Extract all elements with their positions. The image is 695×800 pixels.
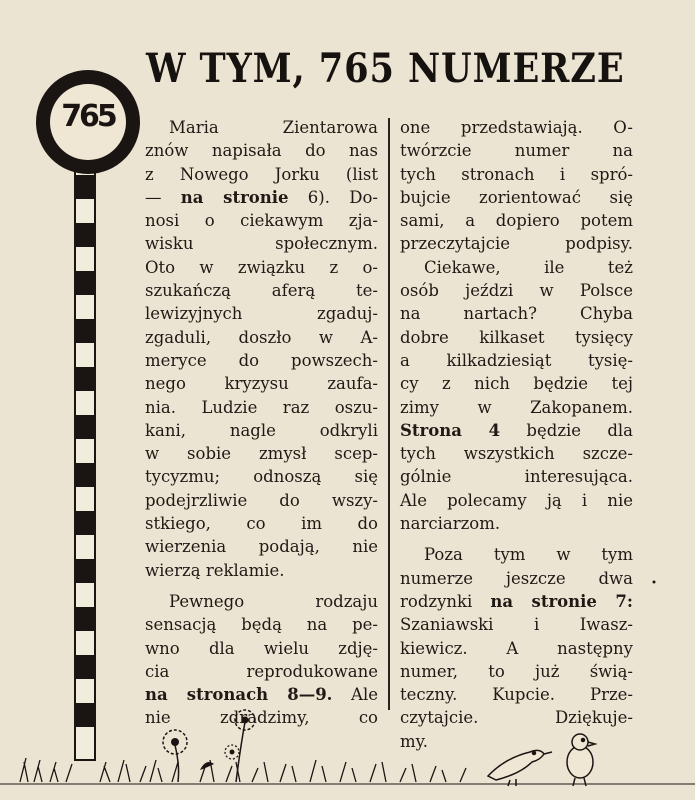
text-segment: rodzynki xyxy=(400,591,491,611)
text-line xyxy=(145,637,378,660)
text-line xyxy=(400,465,633,488)
text-line xyxy=(400,442,633,465)
text-segment: wisku społecznym. xyxy=(145,234,378,254)
text-segment: meryce do powszech- xyxy=(145,350,378,370)
text-segment: podejrzliwie do wszy- xyxy=(145,490,378,510)
column-divider xyxy=(388,118,390,710)
text-line xyxy=(400,116,633,139)
bold-text: na stronie xyxy=(180,187,289,207)
text-line xyxy=(400,349,633,372)
text-line xyxy=(145,559,378,582)
text-segment: przeczytajcie podpisy. xyxy=(400,234,633,254)
text-line xyxy=(145,660,378,683)
text-segment: czytajcie. Dziękuje- xyxy=(400,708,633,728)
text-segment: one przedstawiają. O- xyxy=(400,118,633,137)
text-segment: osób jeździ w Polsce xyxy=(400,281,633,301)
text-segment: gólnie interesująca. xyxy=(400,467,633,487)
text-segment: znów napisała do nas xyxy=(145,141,378,161)
text-segment: bujcie zorientować się xyxy=(400,187,633,207)
text-segment: Maria Zientarowa xyxy=(169,118,378,137)
text-segment: numer, to już świą- xyxy=(400,661,633,681)
text-segment: kani, nagle odkryli xyxy=(145,420,378,440)
text-segment: szukańczą aferą te- xyxy=(145,281,378,301)
text-segment: — xyxy=(145,187,181,207)
text-segment: tych stronach i spró- xyxy=(400,164,633,184)
text-line xyxy=(400,683,633,706)
text-line xyxy=(400,660,633,683)
page-title: W TYM, 765 NUMERZE xyxy=(146,45,625,92)
text-segment: kiewicz. A następny xyxy=(400,638,633,658)
text-segment: zimy w Zakopanem. xyxy=(400,397,633,417)
text-line xyxy=(145,465,378,488)
text-segment: Poza tym w tym xyxy=(424,545,633,565)
text-segment: stkiego, co im do xyxy=(145,514,378,534)
text-line xyxy=(400,302,633,325)
text-line xyxy=(400,613,633,636)
text-line xyxy=(145,186,378,209)
text-segment: na nartach? Chyba xyxy=(400,304,633,324)
text-line xyxy=(400,637,633,660)
text-line xyxy=(145,419,378,442)
text-segment: Ale xyxy=(332,685,378,705)
bold-text: na stronach 8—9. xyxy=(145,685,333,705)
text-line xyxy=(145,326,378,349)
text-segment: Ciekawe, ile też xyxy=(424,257,633,277)
text-line xyxy=(400,209,633,232)
text-segment: tych wszystkich szcze- xyxy=(400,444,633,464)
text-line xyxy=(400,232,633,255)
text-line xyxy=(400,590,633,613)
text-segment: nosi o ciekawym zja- xyxy=(145,211,378,231)
bird-icon xyxy=(488,750,552,786)
text-line xyxy=(145,163,378,186)
text-segment: lewizyjnych zgaduj- xyxy=(145,304,378,324)
text-segment: narciarzom. xyxy=(400,514,501,534)
text-line xyxy=(145,209,378,232)
text-segment: wierzenia podają, nie xyxy=(145,537,378,557)
text-segment: dobre kilkaset tysięcy xyxy=(400,327,633,347)
text-segment: zgaduli, doszło w A- xyxy=(145,327,378,347)
text-segment: Oto w związku z o- xyxy=(145,257,378,277)
text-line xyxy=(400,326,633,349)
text-line xyxy=(145,535,378,558)
text-line xyxy=(400,706,633,729)
text-segment: z Nowego Jorku (list xyxy=(145,164,378,184)
text-segment: wierzą reklamie. xyxy=(145,560,285,580)
text-line xyxy=(400,163,633,186)
text-segment: nie zdradzimy, co xyxy=(145,708,378,728)
text-segment: Szaniawski i Iwasz- xyxy=(400,615,633,635)
text-line xyxy=(145,279,378,302)
text-segment: Ale polecamy ją i nie xyxy=(400,490,633,510)
text-line xyxy=(145,372,378,395)
text-line xyxy=(145,349,378,372)
text-segment: tycyzmu; odnoszą się xyxy=(145,467,378,487)
text-line xyxy=(145,256,378,279)
text-segment: a kilkadziesiąt tysię- xyxy=(400,350,633,370)
text-line xyxy=(400,512,633,535)
text-column-left xyxy=(145,116,378,730)
text-column-right xyxy=(400,116,633,753)
text-line xyxy=(145,683,378,706)
text-line xyxy=(145,442,378,465)
text-segment: Pewnego rodzaju xyxy=(169,591,378,611)
text-segment: my. xyxy=(400,731,429,751)
text-line xyxy=(400,489,633,512)
text-line xyxy=(145,613,378,636)
text-line xyxy=(145,706,378,729)
text-line xyxy=(145,116,378,139)
text-line xyxy=(400,419,633,442)
striped-post xyxy=(75,150,95,760)
text-segment: 6). Do- xyxy=(288,187,378,207)
text-line xyxy=(145,232,378,255)
text-line xyxy=(400,543,633,566)
text-line xyxy=(400,139,633,162)
text-line xyxy=(400,396,633,419)
text-segment: sensacją będą na pe- xyxy=(145,615,378,635)
text-line xyxy=(400,256,633,279)
text-line xyxy=(400,279,633,302)
bold-text: na stronie 7: xyxy=(490,591,633,611)
text-segment: cia reprodukowane xyxy=(145,661,378,681)
sign-number: 765 xyxy=(61,99,115,134)
text-line xyxy=(400,730,633,753)
text-segment: wno dla wielu zdję- xyxy=(145,638,378,658)
text-segment: nego kryzysu zaufa- xyxy=(145,374,378,394)
text-line xyxy=(400,372,633,395)
text-segment: cy z nich będzie tej xyxy=(400,374,633,394)
paragraph-gap xyxy=(145,582,378,590)
text-line xyxy=(145,139,378,162)
text-line xyxy=(145,489,378,512)
text-line xyxy=(145,302,378,325)
text-line xyxy=(145,590,378,613)
text-segment: teczny. Kupcie. Prze- xyxy=(400,685,633,705)
text-segment: twórzcie numer na xyxy=(400,141,633,161)
bold-text: Strona 4 xyxy=(400,420,501,440)
text-line xyxy=(400,186,633,209)
text-segment: będzie dla xyxy=(500,420,633,440)
text-segment: numerze jeszcze dwa xyxy=(400,568,633,588)
text-line xyxy=(400,567,633,590)
text-segment: nia. Ludzie raz oszu- xyxy=(145,397,378,417)
text-segment: sami, a dopiero potem xyxy=(400,211,633,231)
text-line xyxy=(145,512,378,535)
paragraph-gap xyxy=(400,535,633,543)
text-segment: w sobie zmysł scep- xyxy=(145,444,378,464)
text-line xyxy=(145,396,378,419)
